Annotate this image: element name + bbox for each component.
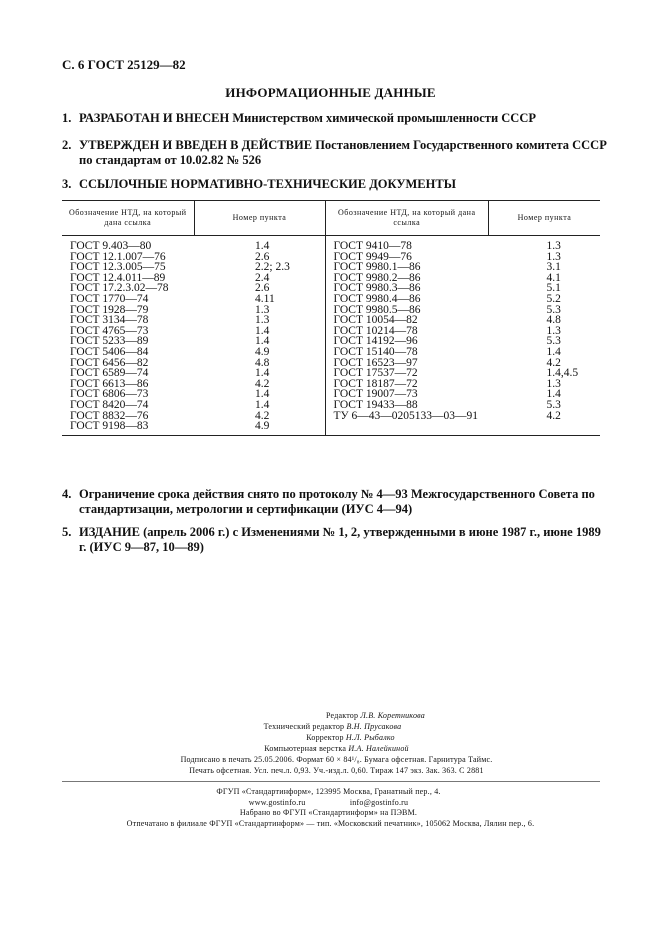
doc-designation: ГОСТ 12.4.011—89 — [70, 271, 166, 284]
doc-designation: ГОСТ 5406—84 — [70, 345, 149, 358]
clause-number: 5.3 — [546, 303, 561, 316]
doc-designation: ГОСТ 1928—79 — [70, 303, 149, 316]
item-lead: РАЗРАБОТАН И ВНЕСЕН — [79, 111, 230, 125]
doc-designation: ГОСТ 1770—74 — [70, 292, 149, 305]
clause-number: 1.4,4.5 — [546, 367, 579, 380]
doc-designation: ГОСТ 6456—82 — [70, 356, 149, 369]
item-lead: УТВЕРЖДЕН И ВВЕДЕН В ДЕЙСТВИЕ — [79, 138, 313, 152]
doc-designation: ГОСТ 6589—74 — [70, 367, 149, 380]
doc-designation: ТУ 6—43—0205133—03—91 — [325, 411, 489, 422]
clause-number — [489, 421, 601, 435]
editor-label: Редактор — [326, 711, 359, 720]
doc-designation: ГОСТ 14192—96 — [325, 336, 489, 347]
table-row — [62, 347, 600, 358]
publisher-info — [0, 787, 661, 829]
item-number: 1. — [62, 111, 72, 125]
doc-designation: ГОСТ 9949—76 — [325, 252, 489, 263]
item-lead: Ограничение срока действия снято по протоколу № 4—93 Межгосударственного Совета по стандартизации, метрологии и сертификации (ИУС 4—94) — [79, 487, 595, 516]
col-header-clause: Номер пункта — [194, 201, 325, 236]
doc-designation: ГОСТ 19433—88 — [325, 400, 489, 411]
col-header-doc: Обозначение НТД, на который дана ссылка — [62, 201, 194, 236]
doc-designation: ГОСТ 6806—73 — [70, 388, 149, 401]
col-header-doc: Обозначение НТД, на который дана ссылка — [325, 201, 489, 236]
table-row — [62, 421, 600, 435]
item-lead: ИЗДАНИЕ (апрель 2006 г.) с Изменениями № 1, 2, утвержденными в июне 1987 г., июне 1989 г. (ИУС 9—87, 10—89) — [79, 525, 601, 554]
editor-name: Л.В. Коретникова — [360, 711, 425, 720]
corrector-line — [0, 733, 661, 744]
clause-number: 4.8 — [546, 314, 561, 327]
info-item-3 — [62, 177, 607, 192]
tech-editor-line — [0, 722, 661, 733]
doc-designation: ГОСТ 4765—73 — [70, 324, 149, 337]
layout-line — [0, 744, 661, 755]
info-item-5 — [62, 525, 607, 555]
item-number: 2. — [62, 138, 72, 152]
publisher-contacts — [0, 798, 659, 809]
doc-designation: ГОСТ 9.403—80 — [70, 240, 152, 252]
info-item-1 — [62, 111, 607, 126]
table-row — [62, 236, 600, 252]
clause-number: 2.6 — [255, 250, 270, 263]
doc-designation: ГОСТ 10054—82 — [325, 315, 489, 326]
clause-number: 2.2; 2.3 — [255, 261, 290, 274]
doc-designation: ГОСТ 17537—72 — [325, 368, 489, 379]
editor-line — [0, 711, 661, 722]
clause-number: 5.1 — [546, 282, 561, 295]
clause-number: 1.4 — [546, 388, 561, 401]
clause-number: 1.4 — [546, 345, 561, 358]
item-lead: ССЫЛОЧНЫЕ НОРМАТИВНО-ТЕХНИЧЕСКИЕ ДОКУМЕНТЫ — [79, 177, 456, 191]
doc-designation: ГОСТ 18187—72 — [325, 379, 489, 390]
info-item-2 — [62, 138, 607, 168]
page-header: С. 6 ГОСТ 25129—82 — [62, 57, 186, 72]
clause-number: 5.3 — [546, 335, 561, 348]
clause-number: 4.8 — [255, 356, 270, 369]
clause-number: 1.4 — [255, 367, 270, 380]
clause-number: 4.9 — [255, 345, 270, 358]
clause-number: 1.3 — [255, 303, 270, 316]
email-link[interactable]: info@gostinfo.ru — [349, 797, 409, 807]
doc-designation: ГОСТ 9980.2—86 — [325, 273, 489, 284]
publisher-line-4: Отпечатано в филиале ФГУП «Стандартинформ» — тип. «Московский печатник», 105062 Москва, Лялин пер., 6. — [126, 818, 535, 828]
clause-number: 1.4 — [255, 240, 270, 252]
page-title: ИНФОРМАЦИОННЫЕ ДАННЫЕ — [225, 85, 436, 100]
signed-line-2: Печать офсетная. Усл. печ.л. 0,93. Уч.-изд.л. 0,60. Тираж 147 экз. Зак. 363. С 2881 — [189, 765, 484, 775]
table-body — [62, 236, 600, 436]
table-row — [62, 294, 600, 305]
clause-number: 1.3 — [546, 324, 561, 337]
doc-designation: ГОСТ 9410—78 — [325, 236, 489, 252]
col-header-clause: Номер пункта — [489, 201, 601, 236]
clause-number: 1.3 — [546, 240, 561, 252]
doc-designation: ГОСТ 9980.5—86 — [325, 305, 489, 316]
clause-number: 1.3 — [546, 250, 561, 263]
table-header-row — [62, 201, 600, 236]
clause-number: 4.2 — [255, 409, 270, 422]
clause-number: 2.6 — [255, 282, 270, 295]
clause-number: 5.3 — [546, 398, 561, 411]
tech-editor-name: В.Н. Прусакова — [346, 722, 402, 731]
doc-designation: ГОСТ 9980.3—86 — [325, 283, 489, 294]
info-item-4 — [62, 487, 607, 517]
print-details — [0, 755, 661, 776]
clause-number: 1.3 — [255, 314, 270, 327]
doc-designation: ГОСТ 8832—76 — [70, 409, 149, 422]
doc-designation: ГОСТ 15140—78 — [325, 347, 489, 358]
doc-designation: ГОСТ 6613—86 — [70, 377, 149, 390]
doc-designation: ГОСТ 5233—89 — [70, 335, 149, 348]
doc-designation: ГОСТ 19007—73 — [325, 389, 489, 400]
clause-number: 4.2 — [546, 356, 561, 369]
doc-designation: ГОСТ 8420—74 — [70, 398, 149, 411]
clause-number: 1.4 — [255, 398, 270, 411]
clause-number: 1.3 — [546, 377, 561, 390]
item-number: 3. — [62, 177, 72, 191]
layout-label: Компьютерная верстка — [264, 744, 347, 753]
doc-designation: ГОСТ 9980.1—86 — [325, 262, 489, 273]
clause-number: 4.11 — [255, 292, 275, 305]
doc-designation — [325, 421, 489, 435]
doc-designation: ГОСТ 16523—97 — [325, 358, 489, 369]
clause-number: 1.4 — [255, 324, 270, 337]
doc-designation: ГОСТ 3134—78 — [70, 314, 149, 327]
doc-designation: ГОСТ 17.2.3.02—78 — [70, 282, 169, 295]
clause-number: 1.4 — [255, 388, 270, 401]
doc-designation: ГОСТ 12.3.005—75 — [70, 261, 166, 274]
doc-designation: ГОСТ 10214—78 — [325, 326, 489, 337]
item-text: Постановлением Государственного комитета СССР по стандартам от 10.02.82 № 526 — [79, 138, 607, 167]
item-text: Министерством химической промышленности СССР — [229, 111, 536, 125]
clause-number: 4.1 — [546, 271, 561, 284]
divider — [62, 781, 600, 782]
clause-number: 4.9 — [194, 421, 325, 435]
item-number: 5. — [62, 525, 72, 539]
table-row — [62, 400, 600, 411]
corrector-name: Н.Л. Рыбалко — [345, 733, 395, 742]
item-number: 4. — [62, 487, 72, 501]
doc-designation: ГОСТ 9980.4—86 — [325, 294, 489, 305]
clause-number: 3.1 — [546, 261, 561, 274]
publisher-line-3: Набрано во ФГУП «Стандартинформ» на ПЭВМ. — [239, 808, 418, 817]
website-link[interactable]: www.gostinfo.ru — [248, 797, 306, 807]
clause-number: 5.2 — [546, 292, 561, 305]
signed-line-1: Подписано в печать 25.05.2006. Формат 60 × 84¹/₈. Бумага офсетная. Гарнитура Таймс. — [180, 755, 493, 764]
clause-number: 4.2 — [546, 409, 561, 422]
doc-designation: ГОСТ 9198—83 — [62, 421, 194, 435]
clause-number: 4.2 — [255, 377, 270, 390]
layout-name: И.А. Налейкиной — [348, 744, 409, 753]
corrector-label: Корректор — [306, 733, 344, 742]
publisher-line-1: ФГУП «Стандартинформ», 123995 Москва, Гранатный пер., 4. — [216, 787, 441, 796]
reference-documents-table — [62, 200, 600, 436]
tech-editor-label: Технический редактор — [263, 722, 345, 731]
clause-number: 1.4 — [255, 335, 270, 348]
clause-number: 2.4 — [255, 271, 270, 284]
doc-designation: ГОСТ 12.1.007—76 — [70, 250, 166, 263]
